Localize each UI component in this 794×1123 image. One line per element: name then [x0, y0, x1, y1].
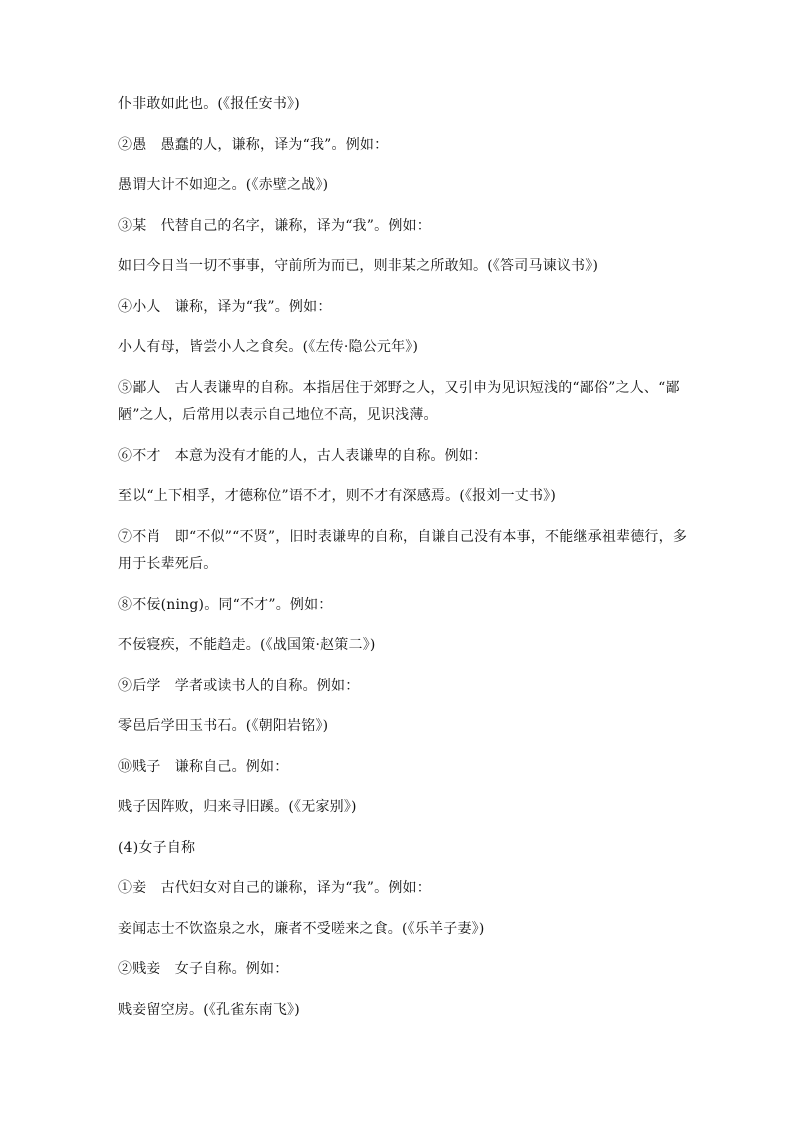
- example-line: 零邑后学田玉书石。(《朝阳岩铭》): [118, 718, 329, 734]
- section-heading: (4)女子自称: [118, 840, 196, 856]
- text-line: 仆非敢如此也。(《报任安书》): [118, 96, 300, 112]
- example-line: 至以“上下相孚，才德称位”语不才，则不才有深感焉。(《报刘一丈书》): [118, 488, 557, 504]
- term-heading: ⑩贱子 谦称自己。例如：: [118, 759, 289, 775]
- term-heading: ⑨后学 学者或读书人的自称。例如：: [118, 678, 360, 694]
- term-heading: ①妾 古代妇女对自己的谦称，译为“我”。例如：: [118, 880, 431, 896]
- example-line: 如曰今日当一切不事事，守前所为而已，则非某之所敢知。(《答司马谏议书》): [118, 258, 599, 274]
- example-line: 贱妾留空房。(《孔雀东南飞》): [118, 1002, 300, 1018]
- term-heading: ②贱妾 女子自称。例如：: [118, 961, 289, 977]
- term-heading: ③某 代替自己的名字，谦称，译为“我”。例如：: [118, 218, 431, 234]
- example-line: 贱子因阵败，归来寻旧蹊。(《无家别》): [118, 799, 357, 815]
- example-line: 不佞寝疾，不能趋走。(《战国策·赵策二》): [118, 637, 376, 653]
- example-line: 小人有母，皆尝小人之食矣。(《左传·隐公元年》): [118, 339, 419, 355]
- term-heading: ⑤鄙人 古人表谦卑的自称。本指居住于郊野之人，又引申为见识短浅的“鄙俗”之人、“鄙陋”之人，后常用以表示自己地位不高，见识浅薄。: [118, 380, 680, 423]
- term-heading: ⑥不才 本意为没有才能的人，古人表谦卑的自称。例如：: [118, 448, 488, 464]
- term-heading: ②愚 愚蠢的人，谦称，译为“我”。例如：: [118, 137, 389, 153]
- example-line: 妾闻志士不饮盗泉之水，廉者不受嗟来之食。(《乐羊子妻》): [118, 921, 485, 937]
- term-heading: ④小人 谦称，译为“我”。例如：: [118, 299, 332, 315]
- term-heading: ⑦不肖 即“不似”“不贤”，旧时表谦卑的自称，自谦自己没有本事，不能继承祖辈德行，多用于长辈死后。: [118, 529, 688, 572]
- example-line: 愚谓大计不如迎之。(《赤壁之战》): [118, 177, 329, 193]
- term-heading: ⑧不佞(ning)。同“不才”。例如：: [118, 597, 333, 613]
